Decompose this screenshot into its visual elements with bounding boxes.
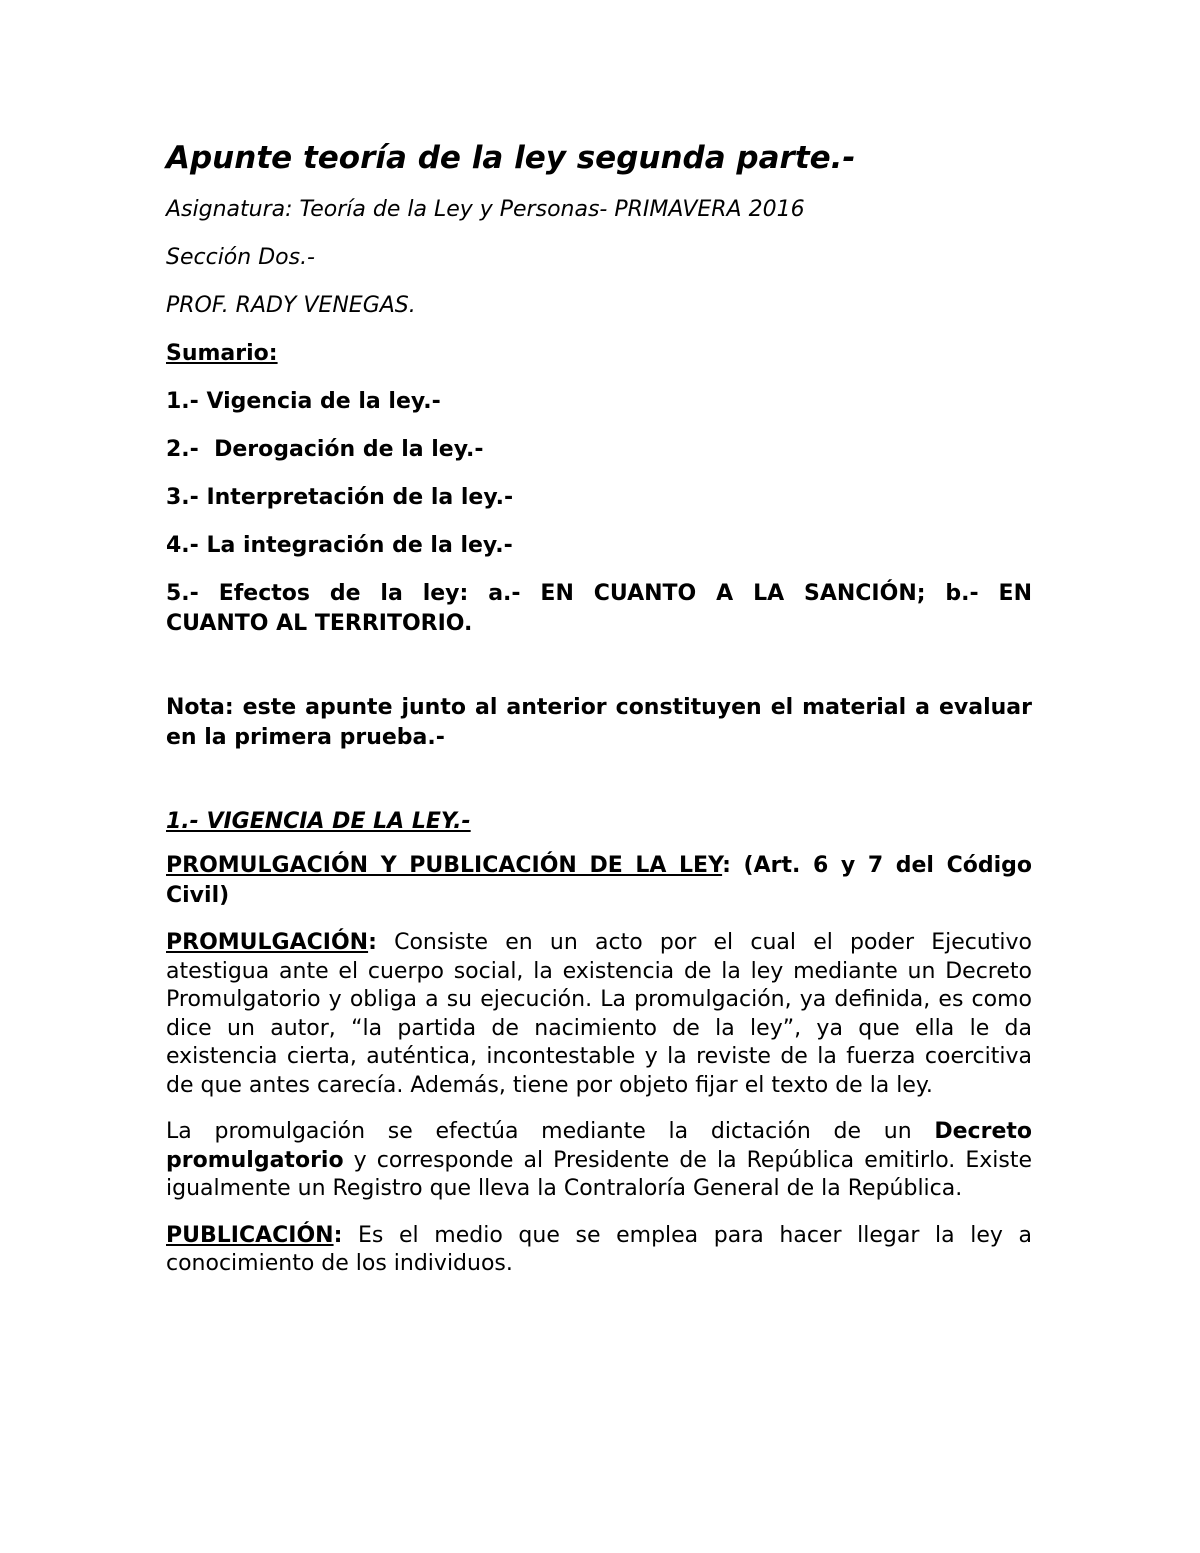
professor-line: PROF. RADY VENEGAS. [166, 293, 416, 318]
decreto-text-after: y corresponde al Presidente de la República emitirlo. Existe igualmente un Registro que lleva la Contraloría General de la República. [166, 1147, 1032, 1201]
publicacion-text: Es el medio que se emplea para hacer llegar la ley a conocimiento de los individuos. [166, 1222, 1032, 1276]
summary-item-1: 1.- Vigencia de la ley.- [166, 389, 441, 414]
summary-heading: Sumario: [166, 341, 278, 366]
publicacion-paragraph [166, 1222, 1032, 1279]
subject-line: Asignatura: Teoría de la Ley y Personas- PRIMAVERA 2016 [166, 197, 805, 222]
summary-item-2: 2.- Derogación de la ley.- [166, 437, 484, 462]
section-1-subheading [166, 851, 1032, 911]
summary-item-3: 3.- Interpretación de la ley.- [166, 485, 514, 510]
decreto-paragraph [166, 1118, 1032, 1204]
summary-item-4: 4.- La integración de la ley.- [166, 533, 513, 558]
section-1-heading: 1.- VIGENCIA DE LA LEY.- [166, 809, 471, 834]
promulgacion-term: PROMULGACIÓN [166, 930, 369, 955]
summary-item-5-line1: 5.- Efectos de la ley: a.- EN CUANTO A LA SANCIÓN; b.- EN [166, 581, 1032, 606]
note-paragraph: Nota: este apunte junto al anterior constituyen el material a evaluar en la primera prueba.- [166, 695, 1032, 750]
promulgacion-text: Consiste en un acto por el cual el poder Ejecutivo atestigua ante el cuerpo social, la existencia de la ley mediante un Decreto Promulgatorio y obliga a su ejecución. La promulgación, ya definida, es como dice un autor, “la partida de nacimiento de la ley”, ya que ella le da existencia cierta, auténtica, incontestable y la reviste de la fuerza coercitiva de que antes carecía. Además, tiene por objeto fijar el texto de la ley. [166, 930, 1032, 1098]
publicacion-colon: : [333, 1222, 343, 1248]
summary-item-5 [166, 579, 1032, 639]
document-page [166, 138, 1032, 1297]
summary-item-5-line2: CUANTO AL TERRITORIO. [166, 611, 473, 636]
promulgacion-colon: : [368, 930, 377, 955]
publicacion-term: PUBLICACIÓN [166, 1222, 334, 1248]
document-title: Apunte teoría de la ley segunda parte.- [166, 140, 856, 176]
decreto-text-before: La promulgación se efectúa mediante la dictación de un [166, 1119, 935, 1144]
subheading-rest: : (Art. 6 y 7 del Código Civil) [166, 853, 1032, 908]
section-line: Sección Dos.- [166, 245, 315, 270]
decreto-bold: Decreto promulgatorio [166, 1119, 1032, 1173]
promulgacion-paragraph [166, 929, 1032, 1100]
subheading-underlined: PROMULGACIÓN Y PUBLICACIÓN DE LA LEY [166, 853, 723, 878]
